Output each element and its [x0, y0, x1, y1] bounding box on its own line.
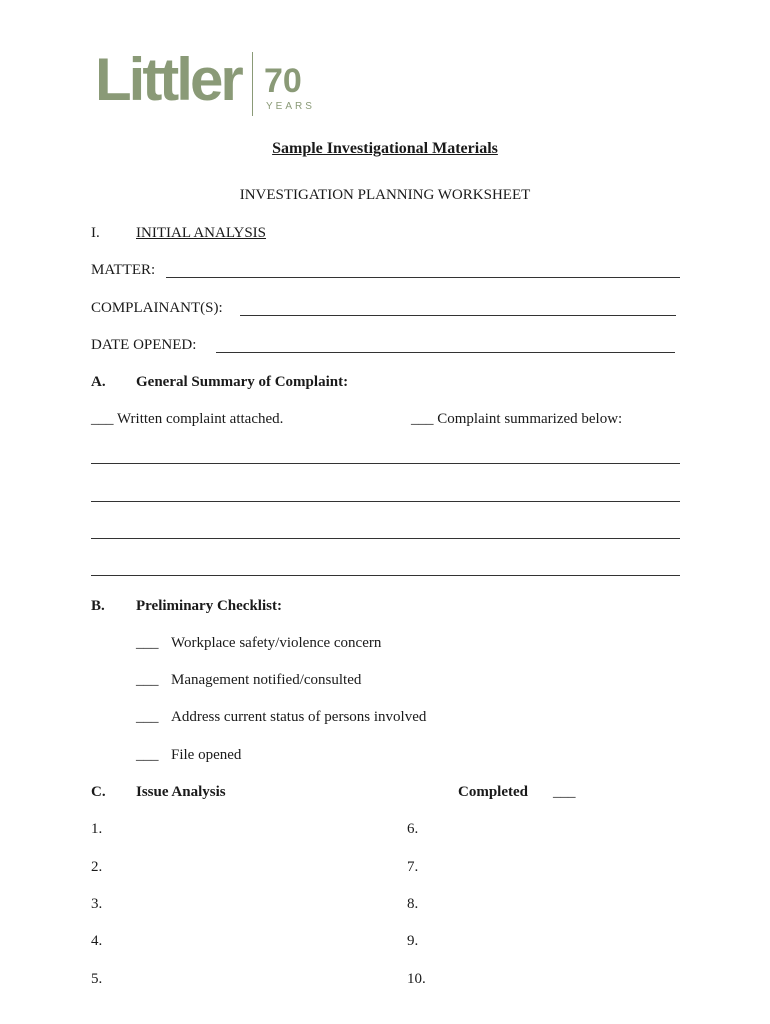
checklist-blank[interactable]: ___: [136, 709, 159, 725]
logo-divider: [252, 52, 253, 116]
section-one-numeral: I.: [91, 225, 100, 241]
issue-number: 3.: [91, 896, 103, 912]
checklist-blank[interactable]: ___: [136, 747, 159, 763]
complainants-label: COMPLAINANT(S):: [91, 300, 223, 316]
section-b-heading: Preliminary Checklist:: [136, 598, 282, 614]
logo-years-label: YEARS: [266, 101, 315, 112]
document-title: Sample Investigational Materials: [272, 140, 498, 157]
littler-logo: Littler: [95, 46, 241, 113]
issue-number: 7.: [407, 859, 419, 875]
issue-number: 1.: [91, 821, 103, 837]
summary-line[interactable]: [91, 501, 680, 502]
logo-anniversary-number: 70: [264, 62, 302, 100]
worksheet-title: INVESTIGATION PLANNING WORKSHEET: [239, 187, 531, 203]
section-a-heading: General Summary of Complaint:: [136, 374, 349, 390]
issue-number: 10.: [407, 971, 426, 987]
issue-number: 4.: [91, 933, 103, 949]
checklist-item: Workplace safety/violence concern: [171, 635, 382, 651]
completed-label: Completed: [458, 784, 528, 800]
matter-label: MATTER:: [91, 262, 156, 278]
section-b-letter: B.: [91, 598, 105, 614]
matter-input-line[interactable]: [166, 277, 680, 278]
checklist-blank[interactable]: ___: [136, 635, 159, 651]
summary-line[interactable]: [91, 463, 680, 464]
checklist-item: File opened: [171, 747, 242, 763]
issue-number: 5.: [91, 971, 103, 987]
section-c-letter: C.: [91, 784, 106, 800]
complaint-summarized-option[interactable]: ___ Complaint summarized below:: [411, 411, 623, 427]
checklist-blank[interactable]: ___: [136, 672, 159, 688]
section-one-heading: INITIAL ANALYSIS: [136, 225, 267, 241]
section-a-letter: A.: [91, 374, 106, 390]
date-opened-label: DATE OPENED:: [91, 337, 197, 353]
written-complaint-option[interactable]: ___ Written complaint attached.: [91, 411, 284, 427]
issue-number: 6.: [407, 821, 419, 837]
summary-line[interactable]: [91, 575, 680, 576]
completed-blank[interactable]: ___: [553, 784, 576, 800]
issue-number: 2.: [91, 859, 103, 875]
checklist-item: Address current status of persons involved: [171, 709, 427, 725]
section-c-heading: Issue Analysis: [136, 784, 226, 800]
checklist-item: Management notified/consulted: [171, 672, 362, 688]
issue-number: 8.: [407, 896, 419, 912]
complainants-input-line[interactable]: [240, 315, 676, 316]
issue-number: 9.: [407, 933, 419, 949]
summary-line[interactable]: [91, 538, 680, 539]
date-opened-input-line[interactable]: [216, 352, 675, 353]
